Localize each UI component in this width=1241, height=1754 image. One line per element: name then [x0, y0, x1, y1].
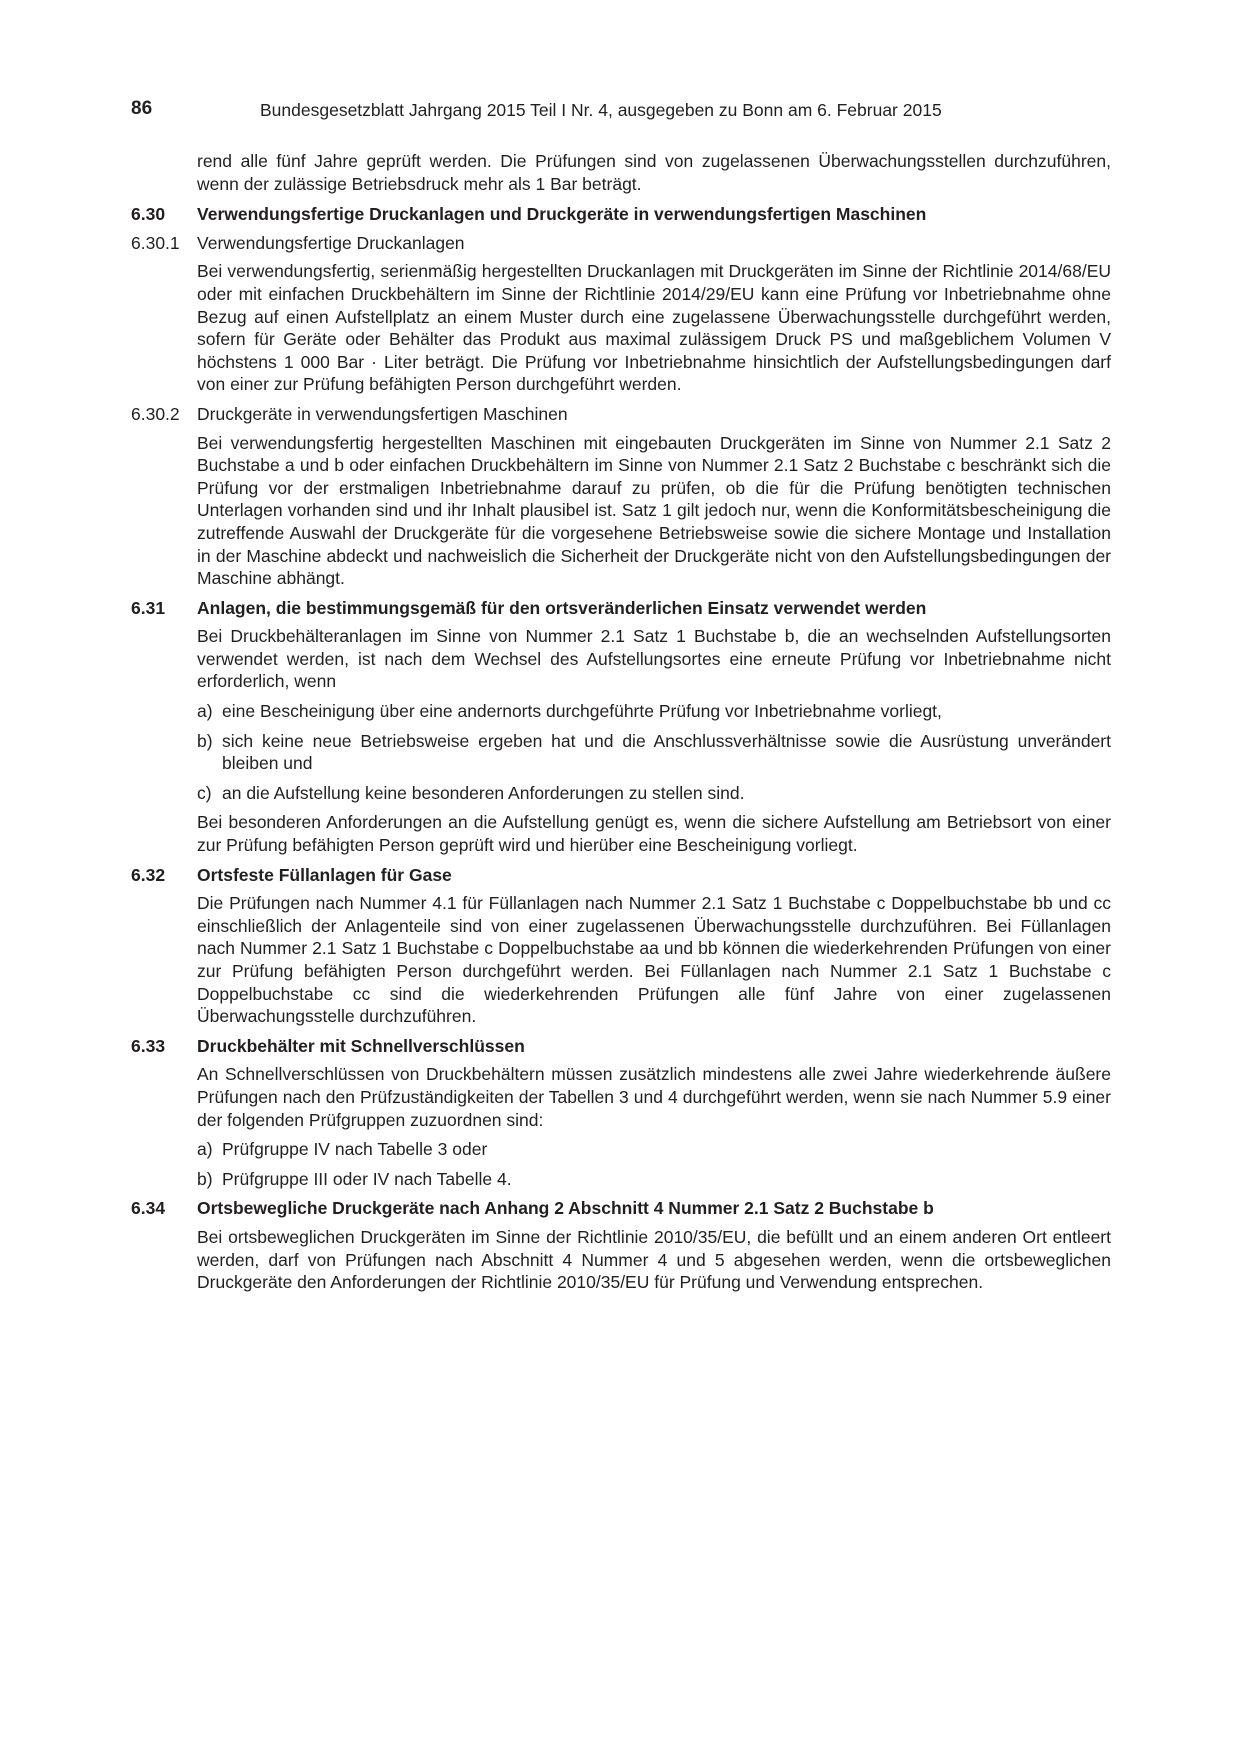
list-marker: a): [197, 701, 213, 722]
document-body: [131, 150, 1111, 1301]
paragraph-6-32: Die Prüfungen nach Nummer 4.1 für Füllanlagen nach Nummer 2.1 Satz 1 Buchstabe c Doppelbuchstabe bb und cc einschließlich der Anlagenteile sind von einer zugelassenen Überwachungsstelle durchzuführen. Bei Füllanlagen nach Nummer 2.1 Satz 1 Buchstabe c Doppelbuchstabe aa und bb können die wiederkehrenden Prüfungen von einer zur Prüfung befähigten Person durchgeführt werden. Bei Füllanlagen nach Nummer 2.1 Satz 1 Buchstabe c Doppelbuchstabe cc sind die wiederkehrenden Prüfungen alle fünf Jahre von einer zugelassenen Überwachungsstelle durchzuführen.: [197, 893, 1111, 1027]
list-item-text: sich keine neue Betriebsweise ergeben hat und die Anschlussverhältnisse sowie die Ausrüstung unverändert bleiben und: [222, 730, 1111, 774]
page-number: 86: [131, 98, 153, 119]
section-heading-6-30: [131, 203, 1111, 226]
section-heading-6-32: [131, 864, 1111, 887]
subsection-heading-6-30-1: [131, 232, 1111, 255]
subsection-title: Verwendungsfertige Druckanlagen: [197, 232, 465, 253]
section-number: 6.33: [131, 1035, 166, 1056]
subsection-number: 6.30.1: [131, 232, 180, 253]
section-number: 6.31: [131, 597, 166, 618]
list-item: [197, 730, 1111, 775]
paragraph-6-30-1: Bei verwendungsfertig, serienmäßig hergestellten Druckanlagen mit Druckgeräten im Sinne der Richtlinie 2014/68/EU oder mit einfachen Druckbehältern im Sinne der Richtlinie 2014/29/EU kann eine Prüfung vor Inbetriebnahme ohne Bezug auf einen Aufstellplatz an einem Muster durch eine zugelassene Überwachungsstelle durchgeführt werden, sofern für Geräte oder Behälter das Produkt aus maximal zulässigem Druck PS und maßgeblichem Volumen V höchstens 1 000 Bar · Liter beträgt. Die Prüfung vor Inbetriebnahme hinsichtlich der Aufstellungsbedingungen darf von einer zur Prüfung befähigten Person durchgeführt werden.: [197, 261, 1111, 395]
list-marker: b): [197, 730, 213, 751]
section-title: Ortsfeste Füllanlagen für Gase: [197, 864, 452, 885]
section-title: Ortsbewegliche Druckgeräte nach Anhang 2 Abschnitt 4 Nummer 2.1 Satz 2 Buchstabe b: [197, 1198, 934, 1219]
list-item-text: eine Bescheinigung über eine andernorts durchgeführte Prüfung vor Inbetriebnahme vorliegt,: [222, 701, 942, 722]
list-item: [197, 1138, 1111, 1161]
paragraph-6-34: Bei ortsbeweglichen Druckgeräten im Sinne der Richtlinie 2010/35/EU, die befüllt und an einem anderen Ort entleert werden, darf von Prüfungen nach Abschnitt 4 Nummer 4 und 5 abgesehen werden, wenn die ortsbeweglichen Druckgeräte den Anforderungen der Richtlinie 2010/35/EU für Prüfung und Verwendung entsprechen.: [197, 1226, 1111, 1293]
list-item-text: Prüfgruppe III oder IV nach Tabelle 4.: [222, 1168, 512, 1189]
intro-paragraph: rend alle fünf Jahre geprüft werden. Die Prüfungen sind von zugelassenen Überwachungsstellen durchzuführen, wenn der zulässige Betriebsdruck mehr als 1 Bar beträgt.: [197, 151, 1111, 194]
subsection-title: Druckgeräte in verwendungsfertigen Maschinen: [197, 403, 568, 424]
subsection-number: 6.30.2: [131, 403, 180, 424]
section-heading-6-34: [131, 1197, 1111, 1220]
section-number: 6.32: [131, 864, 166, 885]
list-item-text: an die Aufstellung keine besonderen Anforderungen zu stellen sind.: [222, 782, 745, 803]
running-header: Bundesgesetzblatt Jahrgang 2015 Teil I Nr. 4, ausgegeben zu Bonn am 6. Februar 2015: [260, 100, 942, 120]
list-marker: a): [197, 1139, 213, 1160]
list-item: [197, 782, 1111, 805]
paragraph-6-33: An Schnellverschlüssen von Druckbehältern müssen zusätzlich mindestens alle zwei Jahre wiederkehrende äußere Prüfungen nach den Prüfzuständigkeiten der Tabellen 3 und 4 durchgeführt werden, wenn sie nach Nummer 5.9 einer der folgenden Prüfgruppen zuzuordnen sind:: [197, 1064, 1111, 1130]
section-title: Verwendungsfertige Druckanlagen und Druckgeräte in verwendungsfertigen Maschinen: [197, 204, 927, 225]
list-item: [197, 1168, 1111, 1191]
paragraph-6-31: Bei Druckbehälteranlagen im Sinne von Nummer 2.1 Satz 1 Buchstabe b, die an wechselnden Aufstellungsorten verwendet werden, ist nach dem Wechsel des Aufstellungsortes eine erneute Prüfung vor Inbetriebnahme nicht erforderlich, wenn: [197, 626, 1111, 692]
section-heading-6-33: [131, 1035, 1111, 1058]
section-title: Anlagen, die bestimmungsgemäß für den ortsveränderlichen Einsatz verwendet werden: [197, 597, 927, 618]
paragraph-6-31-closing: Bei besonderen Anforderungen an die Aufstellung genügt es, wenn die sichere Aufstellung am Betriebsort von einer zur Prüfung befähigten Person geprüft wird und hierüber eine Bescheinigung vorliegt.: [197, 812, 1111, 856]
list-marker: b): [197, 1168, 213, 1189]
section-number: 6.34: [131, 1198, 166, 1219]
list-item: [197, 700, 1111, 723]
section-number: 6.30: [131, 204, 166, 225]
section-heading-6-31: [131, 597, 1111, 620]
paragraph-6-30-2: Bei verwendungsfertig hergestellten Maschinen mit eingebauten Druckgeräten im Sinne von Nummer 2.1 Satz 2 Buchstabe a und b oder einfachen Druckbehältern im Sinne von Nummer 2.1 Satz 2 Buchstabe c beschränkt sich die Prüfung vor der erstmaligen Inbetriebnahme darauf zu prüfen, ob die für die Prüfung benötigten technischen Unterlagen vorhanden sind und ihr Inhalt plausibel ist. Satz 1 gilt jedoch nur, wenn die Konformitätsbescheinigung die zutreffende Auswahl der Druckgeräte für die vorgesehene Betriebsweise sowie die sichere Montage und Installation in der Maschine abdeckt und nachweislich die Sicherheit der Druckgeräte nicht von den Aufstellungsbedingungen der Maschine abhängt.: [197, 432, 1111, 589]
subsection-heading-6-30-2: [131, 403, 1111, 426]
section-title: Druckbehälter mit Schnellverschlüssen: [197, 1035, 525, 1056]
list-item-text: Prüfgruppe IV nach Tabelle 3 oder: [222, 1139, 488, 1160]
list-marker: c): [197, 782, 212, 803]
